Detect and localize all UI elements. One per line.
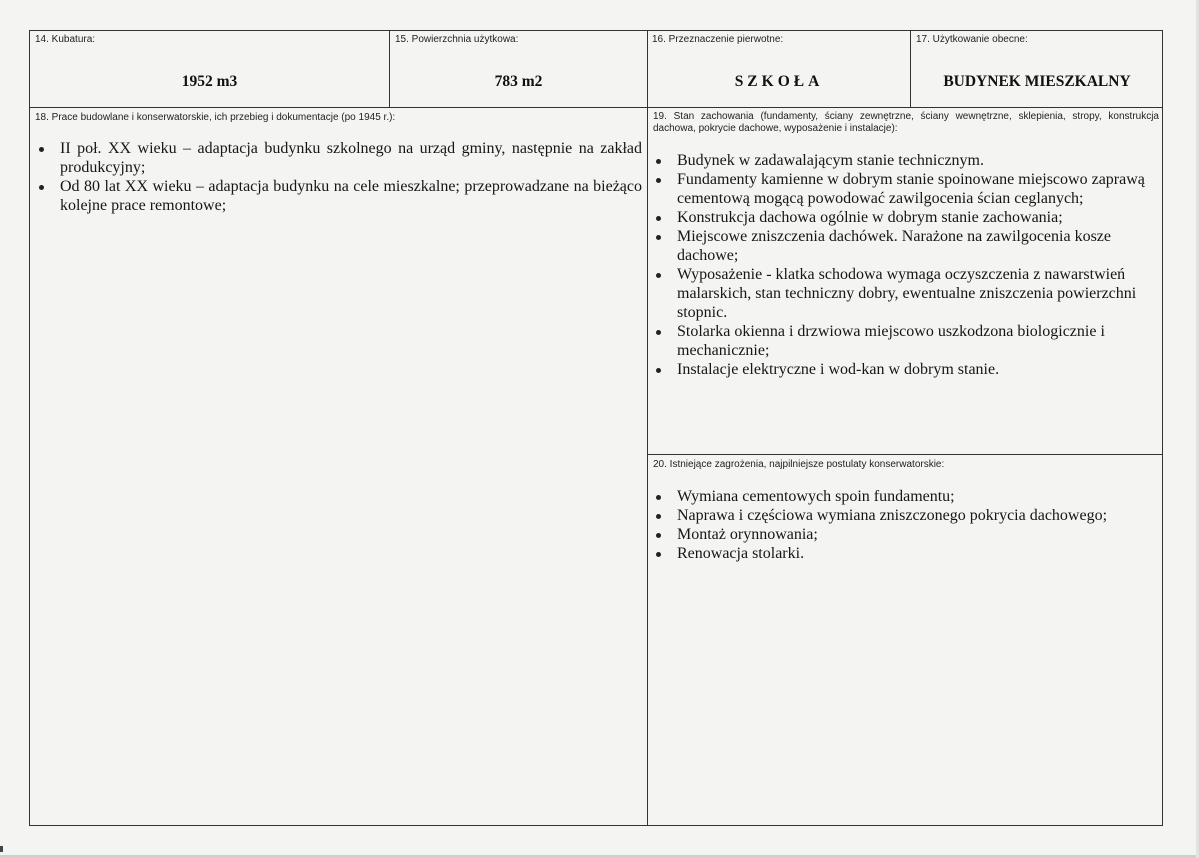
- list-item: Miejscowe zniszczenia dachówek. Narażone na zawilgocenia kosze dachowe;: [652, 227, 1157, 265]
- divider-19-20: [647, 454, 1163, 455]
- list-item: Od 80 lat XX wieku – adaptacja budynku na cele mieszkalne; przeprowadzane na bieżąco kolejne prace remontowe;: [35, 177, 642, 215]
- list-item: Wymiana cementowych spoin fundamentu;: [652, 487, 1157, 506]
- list-item: Naprawa i częściowa wymiana zniszczonego pokrycia dachowego;: [652, 506, 1157, 525]
- powierzchnia-value: 783 m2: [494, 73, 543, 90]
- list-item: Budynek w zadawalającym stanie technicznym.: [652, 151, 1157, 170]
- prace-list: [35, 139, 642, 215]
- kubatura-label: 14. Kubatura:: [35, 34, 96, 45]
- list-item: Stolarka okienna i drzwiowa miejscowo uszkodzona biologicznie i mechanicznie;: [652, 322, 1157, 360]
- list-item: II poł. XX wieku – adaptacja budynku szkolnego na urząd gminy, następnie na zakład produkcyjny;: [35, 139, 642, 177]
- przeznaczenie-label: 16. Przeznaczenie pierwotne:: [652, 34, 784, 45]
- divider-row1: [29, 107, 1163, 108]
- zagrozenia-list: [652, 487, 1157, 563]
- przeznaczenie-value: SZKOŁA: [734, 73, 824, 90]
- uzytkowanie-label: 17. Użytkowanie obecne:: [916, 34, 1028, 45]
- kubatura-value: 1952 m3: [181, 73, 238, 90]
- zagrozenia-label: 20. Istniejące zagrożenia, najpilniejsze postulaty konserwatorskie:: [653, 459, 945, 470]
- divider-14-15: [389, 30, 390, 108]
- list-item: Renowacja stolarki.: [652, 544, 1157, 563]
- stan-list: [652, 151, 1157, 379]
- list-item: Montaż orynnowania;: [652, 525, 1157, 544]
- stan-label: 19. Stan zachowania (fundamenty, ściany zewnętrzne, ściany wewnętrzne, sklepienia, stropy, konstrukcja dachowa, pokrycie dachowe, wyposażenie i instalacje):: [653, 111, 1159, 134]
- list-item: Instalacje elektryczne i wod-kan w dobrym stanie.: [652, 360, 1157, 379]
- divider-center: [647, 30, 648, 826]
- list-item: Fundamenty kamienne w dobrym stanie spoinowane miejscowo zaprawą cementową mogącą powodować zawilgocenia ścian ceglanych;: [652, 170, 1157, 208]
- divider-16-17: [910, 30, 911, 108]
- scan-corner-mark: [0, 846, 3, 852]
- powierzchnia-label: 15. Powierzchnia użytkowa:: [395, 34, 519, 45]
- list-item: Konstrukcja dachowa ogólnie w dobrym stanie zachowania;: [652, 208, 1157, 227]
- prace-label: 18. Prace budowlane i konserwatorskie, ich przebieg i dokumentacje (po 1945 r.):: [35, 112, 396, 123]
- uzytkowanie-value: BUDYNEK MIESZKALNY: [943, 73, 1131, 90]
- list-item: Wyposażenie - klatka schodowa wymaga oczyszczenia z nawarstwień malarskich, stan techniczny dobry, ewentualne zniszczenia powierzchni stopnic.: [652, 265, 1157, 322]
